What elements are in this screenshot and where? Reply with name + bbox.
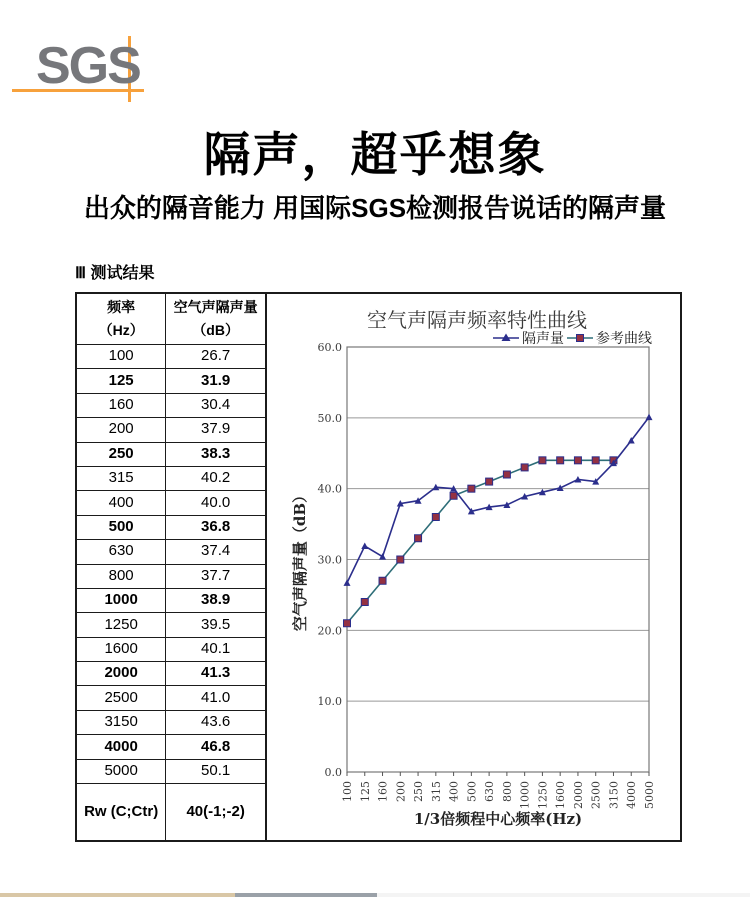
data-point-square bbox=[557, 457, 564, 464]
table-row bbox=[77, 661, 265, 685]
x-tick-label: 400 bbox=[447, 781, 461, 802]
freq-cell: 800 bbox=[77, 565, 166, 588]
value-cell: 38.3 bbox=[201, 444, 231, 462]
freq-cell: 1250 bbox=[77, 613, 166, 636]
data-point-triangle bbox=[646, 414, 653, 421]
table-row bbox=[77, 393, 265, 417]
freq-cell: Rw (C;Ctr) bbox=[77, 784, 166, 840]
value-cell: 31.9 bbox=[201, 371, 231, 389]
chart-title: 空气声隔声频率特性曲线 bbox=[367, 308, 587, 332]
value-cell: 40.1 bbox=[201, 639, 231, 657]
freq-header-line1: 频率 bbox=[107, 298, 136, 315]
x-tick-label: 315 bbox=[429, 781, 443, 802]
value-cell: 46.8 bbox=[201, 737, 231, 755]
table-header-row bbox=[77, 294, 265, 344]
x-tick-label: 800 bbox=[500, 781, 514, 802]
x-tick-label: 3150 bbox=[607, 781, 621, 809]
table-row bbox=[77, 466, 265, 490]
table-row bbox=[77, 442, 265, 466]
data-point-square bbox=[539, 457, 546, 464]
table-row bbox=[77, 588, 265, 612]
x-tick-label: 200 bbox=[394, 781, 408, 802]
value-cell: 41.0 bbox=[201, 688, 231, 706]
x-tick-label: 5000 bbox=[643, 781, 656, 809]
freq-cell: 1600 bbox=[77, 638, 166, 661]
table-row bbox=[77, 759, 265, 783]
legend-label-series1: 隔声量 bbox=[522, 331, 564, 347]
table-row bbox=[77, 637, 265, 661]
value-cell: 38.9 bbox=[201, 591, 231, 609]
table-row bbox=[77, 539, 265, 563]
data-point-square bbox=[574, 457, 581, 464]
x-tick-label: 250 bbox=[412, 781, 426, 802]
table-row bbox=[77, 344, 265, 368]
value-header-cell bbox=[166, 294, 265, 344]
x-tick-label: 125 bbox=[358, 781, 372, 802]
footer-accent-bar bbox=[0, 893, 750, 897]
table-row bbox=[77, 685, 265, 709]
value-cell: 40.0 bbox=[201, 493, 231, 511]
freq-cell: 100 bbox=[77, 345, 166, 368]
series-0 bbox=[344, 414, 653, 586]
y-tick-label: 10.0 bbox=[317, 695, 342, 709]
x-tick-label: 1000 bbox=[518, 781, 532, 809]
table-row bbox=[77, 417, 265, 441]
freq-cell: 1000 bbox=[77, 589, 166, 612]
value-cell: 50.1 bbox=[201, 761, 231, 779]
freq-cell: 400 bbox=[77, 491, 166, 514]
data-point-square bbox=[592, 457, 599, 464]
logo-text: SGS bbox=[36, 37, 140, 95]
data-point-square bbox=[432, 514, 439, 521]
footer-bar-segment bbox=[0, 893, 235, 897]
sgs-logo bbox=[36, 38, 156, 104]
table-row bbox=[77, 783, 265, 840]
freq-cell: 500 bbox=[77, 516, 166, 539]
data-point-square bbox=[486, 478, 493, 485]
x-tick-label: 4000 bbox=[625, 781, 639, 809]
data-point-triangle bbox=[344, 579, 351, 586]
legend-label-series2: 参考曲线 bbox=[596, 331, 652, 347]
y-tick-label: 50.0 bbox=[317, 411, 342, 425]
value-cell: 37.9 bbox=[201, 420, 231, 438]
freq-cell: 315 bbox=[77, 467, 166, 490]
value-cell: 43.6 bbox=[201, 713, 231, 731]
data-point-triangle bbox=[361, 543, 368, 550]
value-header-line2: （dB） bbox=[192, 322, 239, 338]
airborne-sound-insulation-chart bbox=[267, 294, 680, 840]
results-block bbox=[75, 292, 682, 842]
x-axis-labels bbox=[341, 772, 656, 809]
value-cell: 37.4 bbox=[201, 542, 231, 560]
y-axis-labels bbox=[318, 341, 343, 779]
value-cell: 40.2 bbox=[201, 469, 231, 487]
y-tick-label: 60.0 bbox=[317, 341, 342, 354]
x-tick-label: 1250 bbox=[536, 781, 550, 809]
table-row bbox=[77, 710, 265, 734]
data-point-square bbox=[468, 485, 475, 492]
x-tick-label: 630 bbox=[483, 781, 497, 802]
freq-header-line2: （Hz） bbox=[98, 322, 144, 338]
footer-bar-segment bbox=[235, 893, 377, 897]
freq-cell: 125 bbox=[77, 369, 166, 392]
y-tick-label: 40.0 bbox=[317, 482, 342, 496]
x-tick-label: 500 bbox=[465, 781, 479, 802]
data-point-square bbox=[379, 577, 386, 584]
data-point-square bbox=[521, 464, 528, 471]
y-axis-title: 空气声隔声量（dB） bbox=[291, 487, 309, 632]
page-title: 隔声，超乎想象 bbox=[203, 128, 547, 181]
freq-cell: 630 bbox=[77, 540, 166, 563]
table-row bbox=[77, 515, 265, 539]
freq-cell: 3150 bbox=[77, 711, 166, 734]
freq-cell: 5000 bbox=[77, 760, 166, 783]
data-point-square bbox=[344, 620, 351, 627]
data-point-square bbox=[397, 556, 404, 563]
table-row bbox=[77, 612, 265, 636]
freq-cell: 2500 bbox=[77, 686, 166, 709]
freq-cell: 4000 bbox=[77, 735, 166, 758]
value-cell: 36.8 bbox=[201, 518, 231, 536]
freq-cell: 2000 bbox=[77, 662, 166, 685]
x-tick-label: 160 bbox=[376, 781, 390, 802]
table-row bbox=[77, 368, 265, 392]
x-tick-label: 2000 bbox=[571, 781, 585, 809]
x-tick-label: 2500 bbox=[589, 781, 603, 809]
value-cell: 41.3 bbox=[201, 664, 231, 682]
freq-header-cell bbox=[77, 294, 166, 344]
y-tick-label: 30.0 bbox=[317, 553, 342, 567]
freq-cell: 250 bbox=[77, 443, 166, 466]
data-point-square bbox=[450, 492, 457, 499]
page-subtitle: 出众的隔音能力 用国际SGS检测报告说话的隔声量 bbox=[83, 193, 667, 223]
x-tick-label: 1600 bbox=[554, 781, 568, 809]
value-cell: 39.5 bbox=[201, 615, 231, 633]
y-tick-label: 20.0 bbox=[317, 624, 342, 638]
value-cell: 30.4 bbox=[201, 396, 231, 414]
value-cell: 37.7 bbox=[201, 566, 231, 584]
value-cell: 26.7 bbox=[201, 347, 231, 365]
freq-cell: 160 bbox=[77, 394, 166, 417]
chart-legend bbox=[493, 330, 652, 347]
data-point-square bbox=[361, 599, 368, 606]
value-cell: 40(-1;-2) bbox=[186, 802, 245, 820]
footer-bar-segment bbox=[377, 893, 750, 897]
data-point-square bbox=[415, 535, 422, 542]
x-tick-label: 100 bbox=[341, 781, 354, 802]
chart-pane bbox=[267, 294, 680, 840]
results-table bbox=[77, 294, 267, 840]
table-row bbox=[77, 734, 265, 758]
table-row bbox=[77, 490, 265, 514]
table-row bbox=[77, 564, 265, 588]
data-point-triangle bbox=[557, 484, 564, 491]
series-line bbox=[347, 417, 649, 583]
value-header-line1: 空气声隔声量 bbox=[173, 298, 258, 315]
data-point-square bbox=[503, 471, 510, 478]
legend-marker-series2 bbox=[577, 335, 584, 342]
x-axis-title: 1/3倍频程中心频率(Hz) bbox=[413, 810, 583, 828]
y-tick-label: 0.0 bbox=[324, 766, 342, 779]
data-point-triangle bbox=[379, 553, 386, 560]
section-label: Ⅲ 测试结果 bbox=[75, 265, 155, 282]
freq-cell: 200 bbox=[77, 418, 166, 441]
